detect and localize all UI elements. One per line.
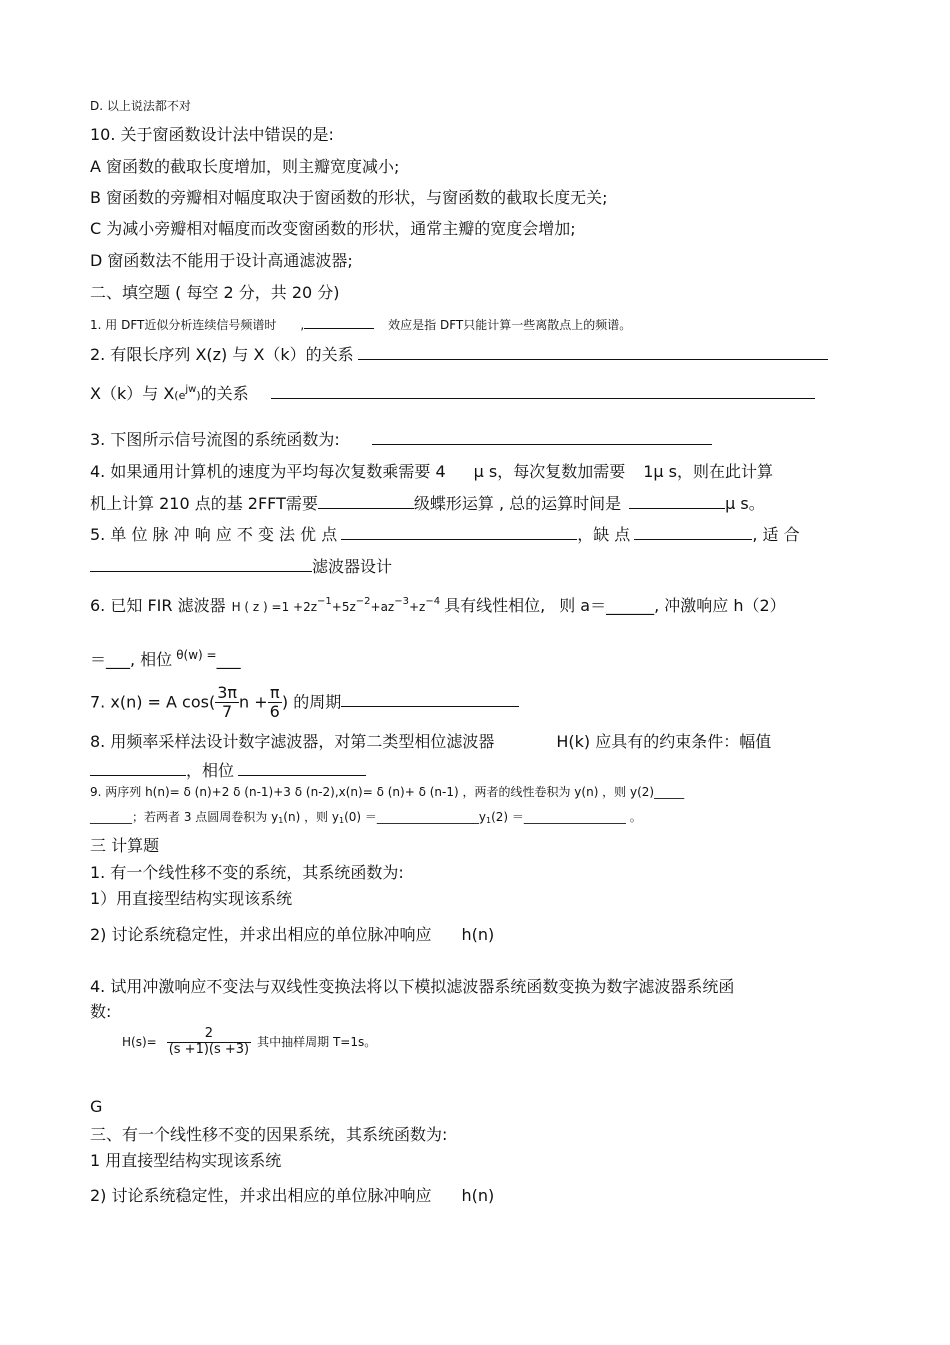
fill-question-9: 9. 两序列 h(n)= δ (n)+2 δ (n-1)+3 δ (n-2),x(n)= δ (n)+ δ (n-1) ，两者的线性卷积为 y(n) ，则 y(2)_____: [90, 785, 685, 799]
question-10-title: 10. 关于窗函数设计法中错误的是:: [90, 125, 334, 144]
option-b: B 窗函数的旁瓣相对幅度取决于窗函数的形状，与窗函数的截取长度无关;: [90, 188, 608, 207]
fill-question-2b: X（k）与 $X(e^{jw})$的关系: [90, 383, 815, 403]
section-title: 三 计算题: [90, 836, 160, 855]
problem-1-part-2: 2) 讨论系统稳定性，并求出相应的单位脉冲响应 h(n): [90, 925, 495, 944]
fill-question-8b: ，相位: [90, 760, 366, 780]
fill-question-7: 7. x(n) = A cos( $\frac{3\pi}{7}$ n + $\frac{\pi}{6}$ ) 的周期: [90, 684, 519, 722]
problem-part-1: 1 用直接型结构实现该系统: [90, 1151, 282, 1170]
section-title: 三、有一个线性移不变的因果系统，其系统函数为:: [90, 1125, 448, 1144]
option-a: A 窗函数的截取长度增加，则主瓣宽度减小;: [90, 157, 400, 176]
option-d: D 窗函数法不能用于设计高通滤波器;: [90, 251, 353, 270]
option-d: D. 以上说法都不对: [90, 99, 191, 113]
section-title: 二、填空题 ( 每空 2 分，共 20 分): [90, 283, 340, 302]
fill-question-1: 1. 用 DFT近似分析连续信号频谱时 , 效应是指 DFT只能计算一些离散点上的频谱。: [90, 318, 632, 332]
option-c: C 为减小旁瓣相对幅度而改变窗函数的形状，通常主瓣的宽度会增加;: [90, 219, 576, 238]
problem-4: 4. 试用冲激响应不变法与双线性变换法将以下模拟滤波器系统函数变换为数字滤波器系统函: [90, 977, 735, 996]
fill-question-6b: ＝___, 相位 $^{\theta(w) =}$___: [90, 648, 241, 669]
fill-question-5: 5. 单 位 脉 冲 响 应 不 变 法 优 点 ，缺 点 , 适 合: [90, 525, 800, 544]
fill-question-4: 4. 如果通用计算机的速度为平均每次复数乘需要 4 μ s，每次复数加需要 1μ s，则在此计算: [90, 462, 774, 481]
fill-question-3: 3. 下图所示信号流图的系统函数为:: [90, 429, 712, 449]
problem-part-2: 2) 讨论系统稳定性，并求出相应的单位脉冲响应 h(n): [90, 1186, 495, 1205]
letter-g: G: [90, 1097, 103, 1116]
fill-question-5b: 滤波器设计: [90, 556, 392, 576]
fill-question-4b: 机上计算 210 点的基 2FFT需要 级蝶形运算 , 总的运算时间是 μ s。: [90, 494, 765, 513]
fraction-pi-over-6: $\frac{\pi}{6}$: [269, 683, 280, 722]
fill-question-8: 8. 用频率采样法设计数字滤波器，对第二类型相位滤波器 H(k) 应具有的约束条件：幅值: [90, 732, 772, 751]
fraction-3pi-over-7: $\frac{3\pi}{7}$: [217, 683, 238, 722]
problem-4-cont: 数:: [90, 1002, 112, 1021]
fill-question-6: 6. 已知 FIR 滤波器 H ( z ) $=1 +2z^{-1}+5z^{-2}+az^{-3}+z^{-4}$ 具有线性相位, 则 a＝______, 冲激响应 h（2）: [90, 596, 786, 615]
transfer-function-fraction: $\frac{2}{(s +1)(s +3)}$: [168, 1026, 250, 1057]
fill-question-2: 2. 有限长序列 X(z) 与 X（k）的关系: [90, 344, 828, 364]
fill-question-9b: _______；若两者 3 点圆周卷积为 $y_1(n)$ ，则 $y_1(0)$ $=\_\_\_\_\_\_\_\_\_\_\_\_\_\_\_\_\_y_1(2)$ ＝_________________ 。: [90, 810, 642, 825]
problem-1: 1. 有一个线性移不变的系统，其系统函数为:: [90, 863, 404, 882]
problem-1-part-1: 1）用直接型结构实现该系统: [90, 889, 293, 908]
transfer-function: H(s)= $\frac{2}{(s +1)(s +3)}$ 其中抽样周期 T=1s。: [122, 1026, 377, 1057]
